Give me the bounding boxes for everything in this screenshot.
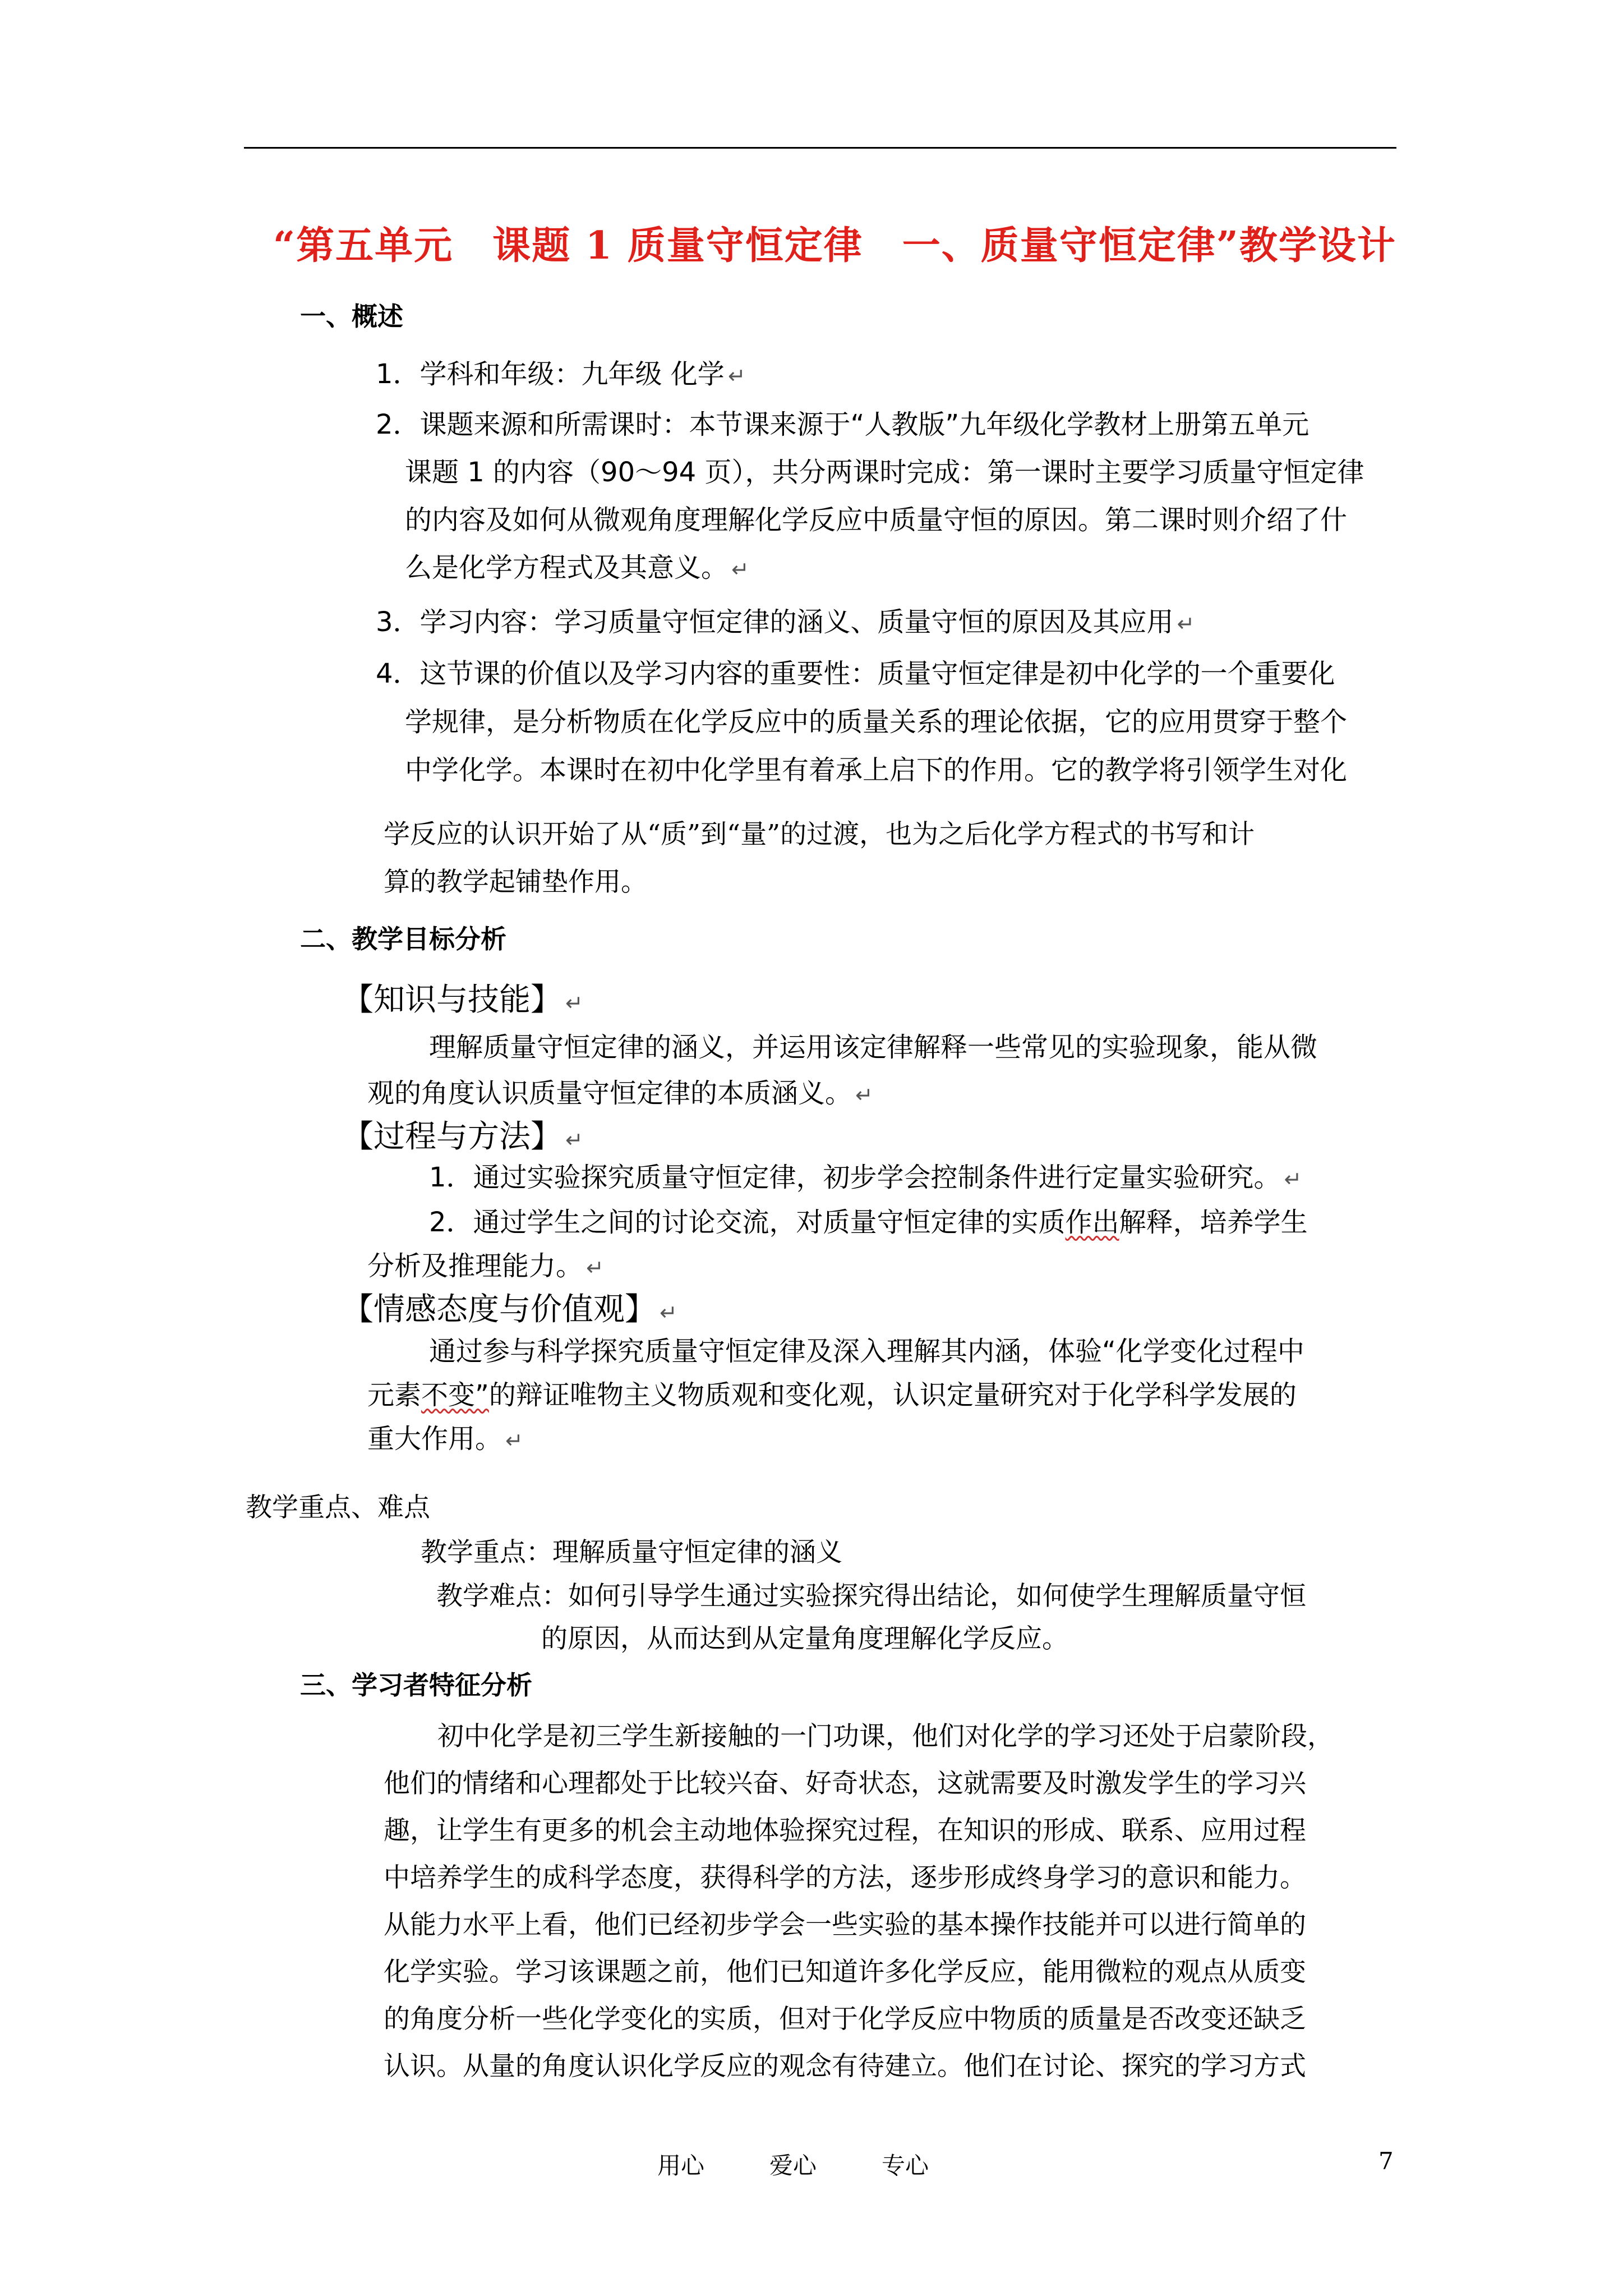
page-number: 7: [1378, 2147, 1394, 2175]
paragraph-mark-icon: ↵: [731, 557, 749, 582]
process-methods-line-3-text: 分析及推理能力。: [367, 1250, 583, 1282]
knowledge-skills-line-1: 理解质量守恒定律的涵义，并运用该定律解释一些常见的实验现象，能从微: [429, 1032, 1318, 1063]
paragraph-mark-icon: ↵: [586, 1255, 604, 1280]
learner-analysis-line-5: 从能力水平上看，他们已经初步学会一些实验的基本操作技能并可以进行简单的: [384, 1910, 1306, 1940]
paragraph-mark-icon: ↵: [1284, 1167, 1302, 1191]
overview-item-2-line-4-text: 么是化学方程式及其意义。: [405, 552, 728, 583]
section-heading-teaching-objectives: 二、教学目标分析: [300, 924, 506, 954]
process-methods-heading: [342, 1112, 583, 1157]
emotion-values-title: 【情感态度与价值观】: [342, 1291, 656, 1328]
overview-item-4-line-1: 4．这节课的价值以及学习内容的重要性：质量守恒定律是初中化学的一个重要化: [376, 658, 1335, 689]
overview-item-4-line-2: 学规律，是分析物质在化学反应中的质量关系的理论依据，它的应用贯穿于整个: [405, 706, 1348, 738]
emotion-values-line-3: [367, 1417, 523, 1456]
teaching-difficulty-line-2: 的原因，从而达到从定量角度理解化学反应。: [541, 1623, 1068, 1654]
teaching-difficulty-line-1: 教学难点：如何引导学生通过实验探究得出结论，如何使学生理解质量守恒: [436, 1581, 1306, 1612]
emotion-values-line-2a: 元素: [367, 1379, 422, 1411]
process-methods-line-2b: 作出: [1065, 1207, 1119, 1238]
overview-item-1-text: 1．学科和年级：九年级 化学: [376, 358, 725, 390]
paragraph-mark-icon: ↵: [565, 1128, 583, 1152]
keypoints-heading: 教学重点、难点: [246, 1492, 430, 1523]
process-methods-title: 【过程与方法】: [342, 1119, 562, 1155]
process-methods-line-2a: 2．通过学生之间的讨论交流，对质量守恒定律的实质: [429, 1207, 1066, 1238]
overview-item-2-line-3: 的内容及如何从微观角度理解化学反应中质量守恒的原因。第二课时则介绍了什: [405, 504, 1348, 536]
process-methods-line-1-text: 1．通过实验探究质量守恒定律，初步学会控制条件进行定量实验研究。: [429, 1162, 1281, 1193]
document-title: “第五单元 课题 1 质量守恒定律 一、质量守恒定律”教学设计: [273, 223, 1396, 268]
knowledge-skills-line-2-text: 观的角度认识质量守恒定律的本质涵义。: [367, 1078, 852, 1109]
paragraph-mark-icon: ↵: [855, 1083, 873, 1107]
overview-item-2-line-4: [405, 546, 749, 585]
section-heading-overview: 一、概述: [300, 301, 403, 332]
footer-motto-2: 爱心: [769, 2152, 817, 2179]
footer-motto-1: 用心: [657, 2152, 705, 2179]
learner-analysis-line-1: 初中化学是初三学生新接触的一门功课，他们对化学的学习还处于启蒙阶段，: [437, 1721, 1334, 1752]
overview-continuation-line-2: 算的教学起铺垫作用。: [384, 867, 647, 898]
learner-analysis-line-7: 的角度分析一些化学变化的实质，但对于化学反应中物质的质量是否改变还缺乏: [384, 2004, 1306, 2035]
learner-analysis-line-6: 化学实验。学习该课题之前，他们已知道许多化学反应，能用微粒的观点从质变: [384, 1957, 1306, 1987]
overview-item-1: [376, 352, 746, 391]
overview-item-2-line-1: 2．课题来源和所需课时：本节课来源于“人教版”九年级化学教材上册第五单元: [376, 409, 1310, 440]
process-methods-line-1: [429, 1156, 1302, 1194]
emotion-values-line-3-text: 重大作用。: [367, 1423, 502, 1455]
paragraph-mark-icon: ↵: [727, 364, 746, 388]
paragraph-mark-icon: ↵: [660, 1300, 677, 1325]
learner-analysis-line-4: 中培养学生的成科学态度，获得科学的方法，逐步形成终身学习的意识和能力。: [384, 1862, 1306, 1893]
knowledge-skills-line-2: [367, 1071, 873, 1110]
emotion-values-line-2c: 的辩证唯物主义物质观和变化观，认识定量研究对于化学科学发展的: [488, 1379, 1297, 1411]
learner-analysis-line-3: 趣，让学生有更多的机会主动地体验探究过程，在知识的形成、联系、应用过程: [384, 1815, 1306, 1846]
overview-item-4-line-3: 中学化学。本课时在初中化学里有着承上启下的作用。它的教学将引领学生对化: [405, 754, 1348, 786]
process-methods-line-2: [429, 1200, 1308, 1239]
overview-item-2-line-2: 课题 1 的内容（90～94 页），共分两课时完成：第一课时主要学习质量守恒定律: [405, 457, 1364, 488]
paragraph-mark-icon: ↵: [1177, 611, 1195, 636]
header-rule: [244, 147, 1396, 149]
section-heading-learner-analysis: 三、学习者特征分析: [300, 1670, 532, 1700]
teaching-focus: 教学重点：理解质量守恒定律的涵义: [421, 1537, 842, 1568]
footer-motto-3: 专心: [882, 2152, 929, 2179]
knowledge-skills-title: 【知识与技能】: [342, 982, 562, 1018]
process-methods-line-3: [367, 1244, 604, 1283]
learner-analysis-line-8: 认识。从量的角度认识化学反应的观念有待建立。他们在讨论、探究的学习方式: [384, 2051, 1306, 2082]
learner-analysis-line-2: 他们的情绪和心理都处于比较兴奋、好奇状态，这就需要及时激发学生的学习兴: [384, 1768, 1306, 1799]
overview-item-3-text: 3．学习内容：学习质量守恒定律的涵义、质量守恒的原因及其应用: [376, 606, 1174, 638]
knowledge-skills-heading: [342, 975, 583, 1020]
emotion-values-line-1: 通过参与科学探究质量守恒定律及深入理解其内涵，体验“化学变化过程中: [429, 1336, 1304, 1367]
process-methods-line-2c: 解释，培养学生: [1119, 1207, 1308, 1238]
overview-continuation-line-1: 学反应的认识开始了从“质”到“量”的过渡，也为之后化学方程式的书写和计: [384, 819, 1255, 850]
paragraph-mark-icon: ↵: [565, 991, 583, 1015]
paragraph-mark-icon: ↵: [505, 1428, 523, 1453]
overview-item-3: [376, 600, 1195, 639]
emotion-values-line-2: [367, 1373, 1297, 1412]
emotion-values-line-2b: 不变”: [421, 1379, 489, 1411]
emotion-values-heading: [342, 1285, 677, 1329]
